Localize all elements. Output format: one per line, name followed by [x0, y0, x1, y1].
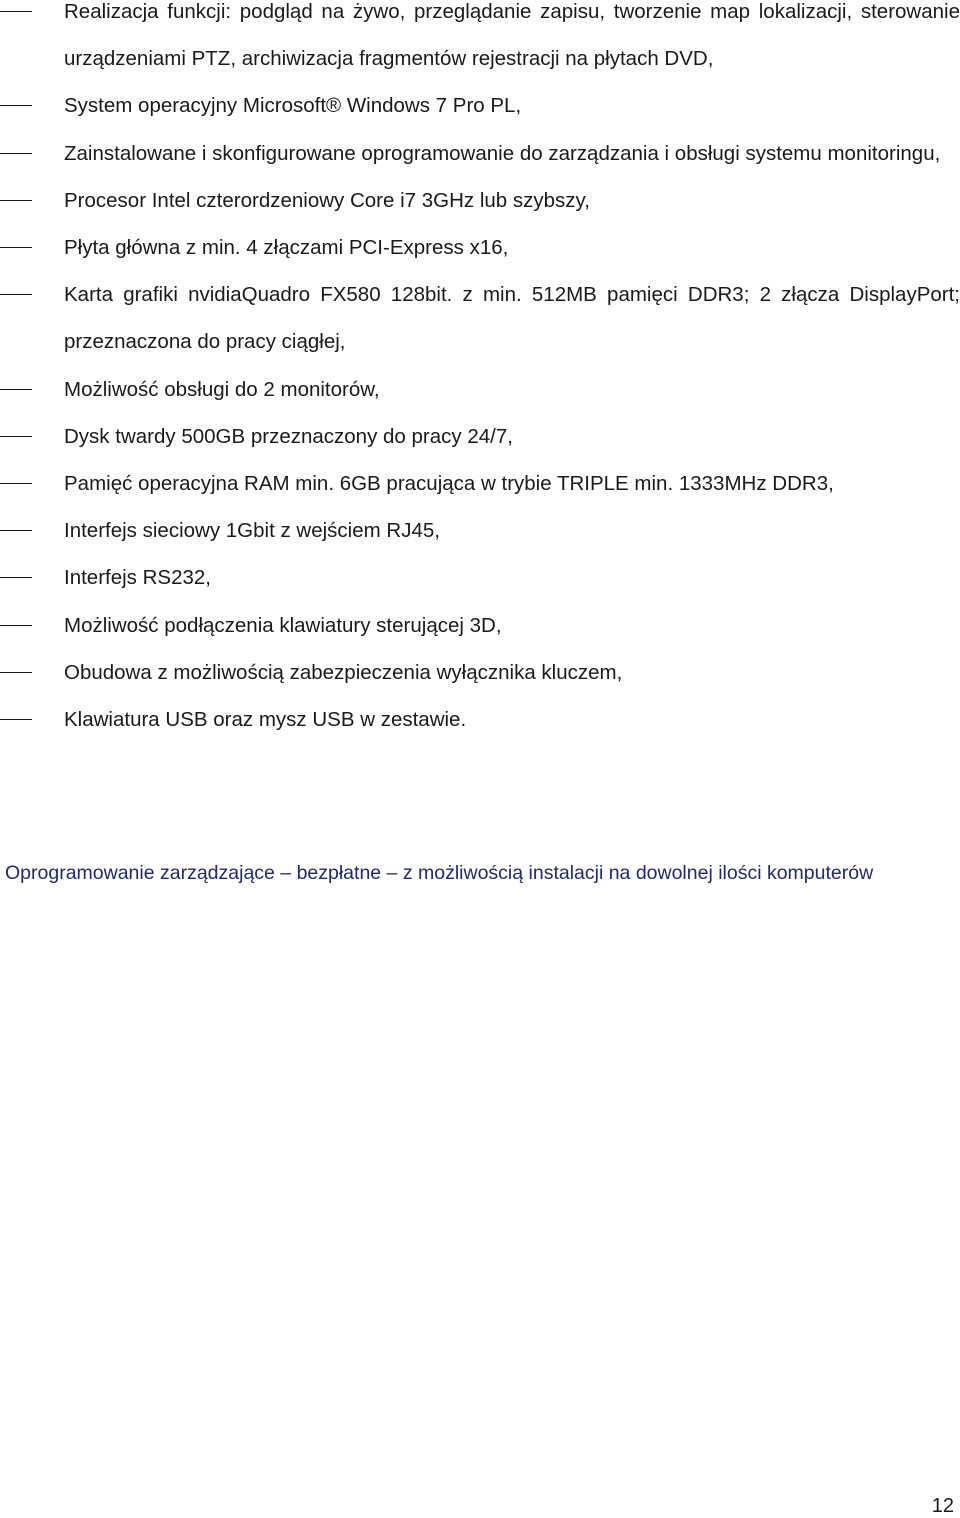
dash-bullet-icon	[0, 105, 32, 106]
dash-bullet-icon	[0, 200, 32, 201]
list-item-text: Procesor Intel czterordzeniowy Core i7 3GHz lub szybszy,	[64, 188, 590, 212]
list-item	[0, 413, 960, 460]
list-item	[0, 507, 960, 554]
list-item	[0, 602, 960, 649]
list-item-text: Możliwość obsługi do 2 monitorów,	[64, 377, 380, 401]
page-number: 12	[931, 1495, 954, 1517]
list-item-text: Klawiatura USB oraz mysz USB w zestawie.	[64, 708, 467, 732]
list-item-text: Obudowa z możliwością zabezpieczenia wyłącznika kluczem,	[64, 660, 623, 684]
list-item-text: Możliwość podłączenia klawiatury sterującej 3D,	[64, 613, 502, 637]
dash-bullet-icon	[0, 294, 32, 295]
dash-bullet-icon	[0, 483, 32, 484]
dash-bullet-icon	[0, 11, 32, 12]
list-item-text: Interfejs sieciowy 1Gbit z wejściem RJ45,	[64, 519, 440, 543]
list-item-text: Płyta główna z min. 4 złączami PCI-Express x16,	[64, 236, 509, 260]
dash-bullet-icon	[0, 153, 32, 154]
list-item-text: Realizacja funkcji: podgląd na żywo, przeglądanie zapisu, tworzenie map lokalizacji, sterowanie urządzeniami PTZ, archiwizacja fragmentów rejestracji na płytach DVD,	[64, 0, 960, 71]
dash-bullet-icon	[0, 530, 32, 531]
list-item-text: Zainstalowane i skonfigurowane oprogramowanie do zarządzania i obsługi systemu monitoringu,	[64, 141, 941, 165]
list-item	[0, 0, 960, 82]
list-item	[0, 224, 960, 271]
dash-bullet-icon	[0, 625, 32, 626]
list-item	[0, 366, 960, 413]
list-item	[0, 271, 960, 365]
dash-bullet-icon	[0, 436, 32, 437]
list-item	[0, 649, 960, 696]
dash-bullet-icon	[0, 247, 32, 248]
dash-bullet-icon	[0, 719, 32, 720]
specification-list	[0, 0, 960, 743]
software-note: Oprogramowanie zarządzające – bezpłatne – z możliwością instalacji na dowolnej ilości komputerów	[5, 862, 874, 884]
list-item-text: Dysk twardy 500GB przeznaczony do pracy 24/7,	[64, 424, 513, 448]
list-item-text: Karta grafiki nvidiaQuadro FX580 128bit. z min. 512MB pamięci DDR3; 2 złącza DisplayPort; przeznaczona do pracy ciągłej,	[64, 283, 960, 354]
list-item-text: Interfejs RS232,	[64, 566, 211, 590]
list-item	[0, 177, 960, 224]
list-item	[0, 130, 960, 177]
list-item	[0, 554, 960, 601]
dash-bullet-icon	[0, 672, 32, 673]
dash-bullet-icon	[0, 577, 32, 578]
list-item-text: Pamięć operacyjna RAM min. 6GB pracująca w trybie TRIPLE min. 1333MHz DDR3,	[64, 472, 834, 496]
list-item	[0, 696, 960, 743]
dash-bullet-icon	[0, 389, 32, 390]
list-item	[0, 460, 960, 507]
list-item-text: System operacyjny Microsoft® Windows 7 Pro PL,	[64, 94, 522, 118]
list-item	[0, 82, 960, 129]
